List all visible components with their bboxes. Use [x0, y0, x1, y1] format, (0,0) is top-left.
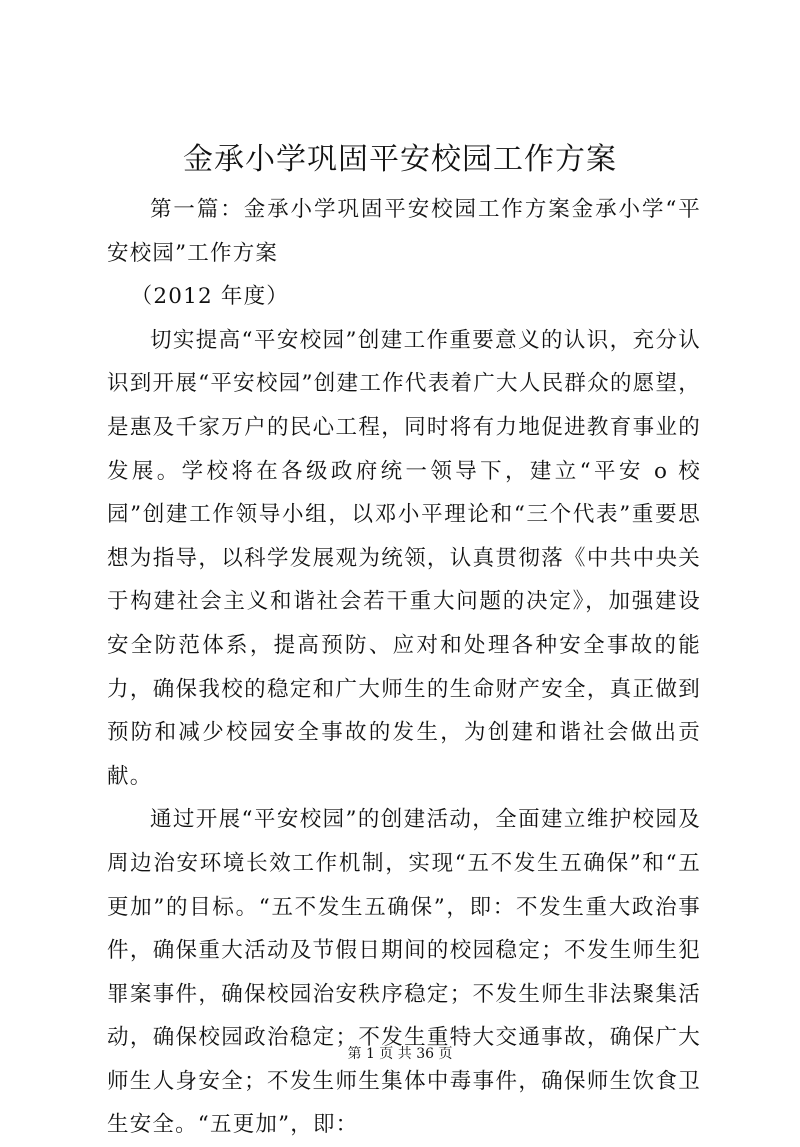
- paragraph-heading: 第一篇：金承小学巩固平安校园工作方案金承小学“平安校园”工作方案: [107, 197, 701, 266]
- paragraph-intro: 切实提高“平安校园”创建工作重要意义的认识，充分认识到开展“平安校园”创建工作代表着广大人民群众的愿望，是惠及千家万户的民心工程，同时将有力地促进教育事业的发展。学校将在各级政府统一领导下，建立“平安 o 校园”创建工作领导小组，以邓小平理论和“三个代表”重要思想为指导，以科学发展观为统领，认真贯彻落《中共中央关于构建社会主义和谐社会若干重大问题的决定》，加强建设安全防范体系，提高预防、应对和处理各种安全事故的能力，确保我校的稳定和广大师生的生命财产安全，真正做到预防和减少校园安全事故的发生，为创建和谐社会做出贡献。: [107, 327, 701, 789]
- page-footer: 第 1 页 共 36 页: [347, 1046, 453, 1062]
- document-body: [107, 188, 701, 1147]
- paragraph-goals: 通过开展“平安校园”的创建活动，全面建立维护校园及周边治安环境长效工作机制，实现“五不发生五确保”和“五更加”的目标。“五不发生五确保”，即：不发生重大政治事件，确保重大活动及节假日期间的校园稳定；不发生师生犯罪案事件，确保校园治安秩序稳定；不发生师生非法聚集活动，确保校园政治稳定；不发生重特大交通事故，确保广大师生人身安全；不发生师生集体中毒事件，确保师生饮食卫生安全。“五更加”，即：: [107, 807, 701, 1138]
- document-title: 金承小学巩固平安校园工作方案: [183, 142, 617, 177]
- paragraph-year: （2012 年度）: [130, 284, 289, 310]
